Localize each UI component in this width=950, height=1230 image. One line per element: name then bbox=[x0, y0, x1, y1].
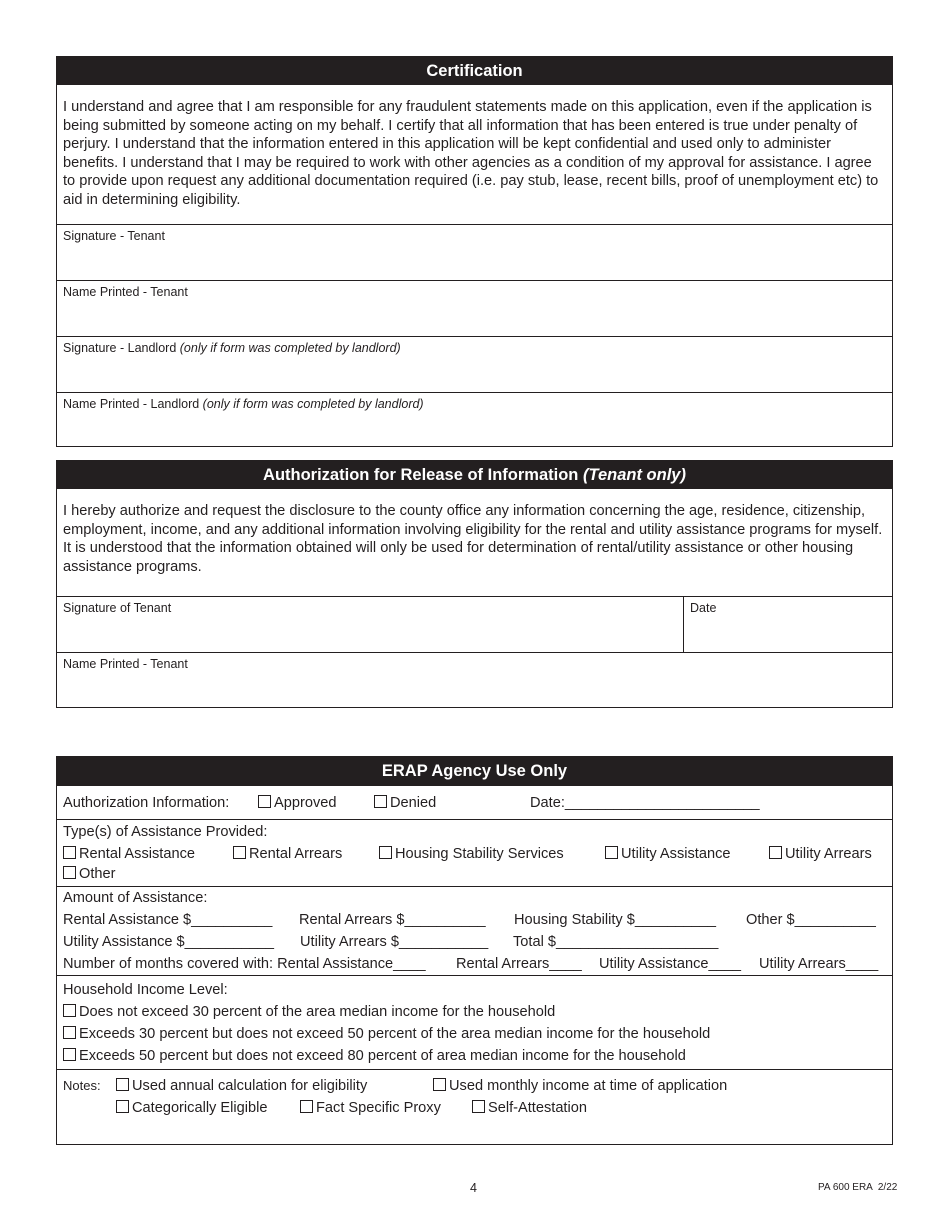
checkbox-icon bbox=[300, 1100, 313, 1113]
checkbox-icon bbox=[63, 866, 76, 879]
categorically-eligible-checkbox[interactable]: Categorically Eligible bbox=[116, 1097, 267, 1119]
signature-landlord-label: Signature - Landlord (only if form was completed by landlord) bbox=[63, 341, 401, 355]
checkbox-icon bbox=[374, 795, 387, 808]
amount-label: Amount of Assistance: bbox=[63, 890, 208, 906]
name-printed-landlord-field[interactable] bbox=[57, 392, 892, 447]
checkbox-icon bbox=[116, 1078, 129, 1091]
certification-header: Certification bbox=[57, 57, 892, 85]
checkbox-icon bbox=[63, 1048, 76, 1061]
fact-specific-proxy-checkbox[interactable]: Fact Specific Proxy bbox=[300, 1097, 441, 1119]
signature-of-tenant-label: Signature of Tenant bbox=[63, 601, 172, 615]
income-row bbox=[57, 975, 892, 1069]
agency-header: ERAP Agency Use Only bbox=[57, 757, 892, 785]
checkbox-icon bbox=[379, 846, 392, 859]
auth-name-printed-tenant-field[interactable] bbox=[57, 652, 892, 708]
authorization-header: Authorization for Release of Information (Tenant only) bbox=[57, 461, 892, 489]
date-label: Date bbox=[690, 601, 717, 615]
rental-arrears-checkbox[interactable]: Rental Arrears bbox=[233, 843, 342, 865]
rental-assistance-amount-field[interactable]: Rental Assistance $__________ bbox=[63, 912, 273, 928]
other-checkbox[interactable]: Other bbox=[63, 863, 116, 885]
income-label: Household Income Level: bbox=[63, 982, 228, 998]
types-row bbox=[57, 819, 892, 886]
utility-assistance-amount-field[interactable]: Utility Assistance $___________ bbox=[63, 934, 274, 950]
income-30-checkbox[interactable]: Does not exceed 30 percent of the area median income for the household bbox=[63, 1001, 886, 1023]
certification-section bbox=[56, 56, 893, 447]
form-id: PA 600 ERA 2/22 bbox=[818, 1182, 898, 1193]
rental-arrears-amount-field[interactable]: Rental Arrears $__________ bbox=[299, 912, 486, 928]
signature-tenant-label: Signature - Tenant bbox=[63, 229, 165, 243]
signature-of-tenant-field[interactable] bbox=[57, 597, 684, 652]
approved-checkbox[interactable]: Approved bbox=[258, 792, 336, 814]
authorization-info-label: Authorization Information: bbox=[63, 795, 230, 811]
authorization-section bbox=[56, 460, 893, 708]
checkbox-icon bbox=[233, 846, 246, 859]
monthly-income-checkbox[interactable]: Used monthly income at time of application bbox=[433, 1075, 727, 1097]
agency-date-field[interactable]: Date:________________________ bbox=[530, 795, 760, 811]
notes-label: Notes: bbox=[63, 1078, 101, 1093]
self-attestation-checkbox[interactable]: Self-Attestation bbox=[472, 1097, 587, 1119]
auth-name-printed-tenant-label: Name Printed - Tenant bbox=[63, 657, 188, 671]
months-utility-assistance-field[interactable]: Utility Assistance____ bbox=[599, 956, 741, 972]
annual-calculation-checkbox[interactable]: Used annual calculation for eligibility bbox=[116, 1075, 367, 1097]
types-label: Type(s) of Assistance Provided: bbox=[63, 824, 268, 840]
checkbox-icon bbox=[605, 846, 618, 859]
signature-tenant-field[interactable] bbox=[57, 224, 892, 280]
name-printed-tenant-field[interactable] bbox=[57, 280, 892, 336]
certification-text: I understand and agree that I am responsible for any fraudulent statements made on this application, even if the application is being submitted by someone acting on my behalf. I certify that all information that has been entered is true under penalty of perjury. I understand that the information entered in this application will be kept confidential and used only to administer benefits. I understand that I may be required to work with other agencies as a condition of my approval for assistance. I agree to provide upon request any additional documentation required (i.e. pay stub, lease, recent bills, proof of unemployment etc) to aid in determining eligibility. bbox=[63, 99, 879, 208]
authorization-info-row bbox=[57, 785, 892, 819]
checkbox-icon bbox=[433, 1078, 446, 1091]
income-50-checkbox[interactable]: Exceeds 30 percent but does not exceed 50 percent of the area median income for the household bbox=[63, 1023, 886, 1045]
utility-arrears-amount-field[interactable]: Utility Arrears $___________ bbox=[300, 934, 489, 950]
utility-assistance-checkbox[interactable]: Utility Assistance bbox=[605, 843, 731, 865]
months-rental-arrears-field[interactable]: Rental Arrears____ bbox=[456, 956, 582, 972]
authorization-text: I hereby authorize and request the disclosure to the county office any information concerning the age, residence, citizenship, employment, income, and any additional information involving eligibility for the rental and utility assistance programs for myself. It is understood that the information obtained will only be used for determination of rental/utility assistance or other housing assistance programs. bbox=[63, 503, 883, 575]
total-amount-field[interactable]: Total $____________________ bbox=[513, 934, 719, 950]
checkbox-icon bbox=[769, 846, 782, 859]
checkbox-icon bbox=[63, 846, 76, 859]
date-field[interactable] bbox=[684, 597, 892, 652]
page-number: 4 bbox=[470, 1181, 477, 1195]
name-printed-landlord-label: Name Printed - Landlord (only if form was completed by landlord) bbox=[63, 397, 424, 411]
housing-stability-amount-field[interactable]: Housing Stability $__________ bbox=[514, 912, 717, 928]
checkbox-icon bbox=[116, 1100, 129, 1113]
months-utility-arrears-field[interactable]: Utility Arrears____ bbox=[759, 956, 879, 972]
landlord-note: (only if form was completed by landlord) bbox=[179, 341, 401, 355]
months-rental-assistance-field[interactable]: Number of months covered with: Rental Assistance____ bbox=[63, 956, 426, 972]
agency-section bbox=[56, 756, 893, 1145]
rental-assistance-checkbox[interactable]: Rental Assistance bbox=[63, 843, 195, 865]
checkbox-icon bbox=[472, 1100, 485, 1113]
signature-landlord-field[interactable] bbox=[57, 336, 892, 392]
authorization-header-note: (Tenant only) bbox=[582, 466, 686, 484]
name-printed-tenant-label: Name Printed - Tenant bbox=[63, 285, 188, 299]
landlord-note: (only if form was completed by landlord) bbox=[202, 397, 424, 411]
utility-arrears-checkbox[interactable]: Utility Arrears bbox=[769, 843, 872, 865]
checkbox-icon bbox=[258, 795, 271, 808]
other-amount-field[interactable]: Other $__________ bbox=[746, 912, 876, 928]
checkbox-icon bbox=[63, 1026, 76, 1039]
housing-stability-checkbox[interactable]: Housing Stability Services bbox=[379, 843, 564, 865]
signature-date-row bbox=[57, 596, 892, 652]
denied-checkbox[interactable]: Denied bbox=[374, 792, 436, 814]
amount-row bbox=[57, 886, 892, 975]
checkbox-icon bbox=[63, 1004, 76, 1017]
income-80-checkbox[interactable]: Exceeds 50 percent but does not exceed 80 percent of area median income for the household bbox=[63, 1045, 886, 1067]
notes-row bbox=[57, 1069, 892, 1145]
